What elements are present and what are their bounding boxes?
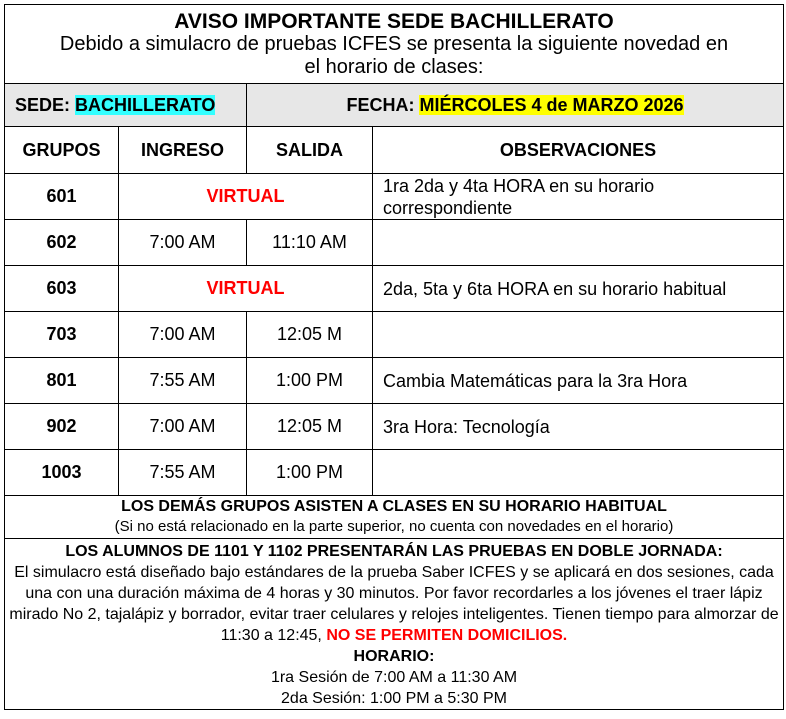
sede-value: BACHILLERATO <box>75 94 216 115</box>
horario-label: HORARIO: <box>353 648 435 665</box>
fecha-value: MIÉRCOLES 4 de MARZO 2026 <box>419 94 684 115</box>
students-body-text: El simulacro está diseñado bajo estándares de la prueba Saber ICFES y se aplicará en dos sesiones, cada una con una duración máxima de 4 horas y 30 minutos. Por favor recordarles a los jóvenes el traer lápiz mirado No 2, tajalápiz y borrador, evitar traer celulares y relojes inteligentes. Tienen tiempo para almorzar de 11:30 a 12:45, <box>9 564 779 644</box>
observacion-cell: Cambia Matemáticas para la 3ra Hora <box>373 358 784 404</box>
session-1: 1ra Sesión de 7:00 AM a 11:30 AM <box>270 669 518 686</box>
grupo-cell: 703 <box>5 312 119 358</box>
header-salida: SALIDA <box>247 127 373 174</box>
ingreso-cell: 7:00 AM <box>119 220 247 266</box>
grupo-cell: 801 <box>5 358 119 404</box>
header-observaciones: OBSERVACIONES <box>373 127 784 174</box>
students-note <box>5 539 784 710</box>
observacion-cell <box>373 220 784 266</box>
observacion-cell <box>373 450 784 496</box>
sede-label: SEDE: <box>15 94 71 115</box>
table-row <box>5 220 784 266</box>
ingreso-cell: 7:00 AM <box>119 404 247 450</box>
table-row <box>5 266 784 312</box>
ingreso-cell: 7:55 AM <box>119 358 247 404</box>
table-header-row <box>5 127 784 174</box>
observacion-cell: 3ra Hora: Tecnología <box>373 404 784 450</box>
meta-row <box>5 84 784 127</box>
grupo-cell: 1003 <box>5 450 119 496</box>
schedule-notice-table <box>4 4 784 710</box>
grupo-cell: 601 <box>5 174 119 220</box>
notice-title <box>5 5 784 84</box>
sede-cell <box>5 84 247 127</box>
ingreso-cell: 7:55 AM <box>119 450 247 496</box>
observacion-cell: 1ra 2da y 4ta HORA en su horario correspondiente <box>373 174 784 220</box>
virtual-cell: VIRTUAL <box>119 266 373 312</box>
virtual-cell: VIRTUAL <box>119 174 373 220</box>
other-groups-subtext: (Si no está relacionado en la parte superior, no cuenta con novedades en el horario) <box>114 518 674 535</box>
table-row <box>5 404 784 450</box>
notice-heading: AVISO IMPORTANTE SEDE BACHILLERATO <box>174 9 614 33</box>
table-row <box>5 312 784 358</box>
table-row <box>5 450 784 496</box>
ingreso-cell: 7:00 AM <box>119 312 247 358</box>
salida-cell: 12:05 M <box>247 404 373 450</box>
students-heading: LOS ALUMNOS DE 1101 Y 1102 PRESENTARÁN LAS PRUEBAS EN DOBLE JORNADA: <box>65 543 723 560</box>
salida-cell: 12:05 M <box>247 312 373 358</box>
grupo-cell: 902 <box>5 404 119 450</box>
salida-cell: 1:00 PM <box>247 358 373 404</box>
header-ingreso: INGRESO <box>119 127 247 174</box>
grupo-cell: 602 <box>5 220 119 266</box>
observacion-cell: 2da, 5ta y 6ta HORA en su horario habitual <box>373 266 784 312</box>
observacion-cell <box>373 312 784 358</box>
table-row <box>5 358 784 404</box>
notice-subtitle-line1: Debido a simulacro de pruebas ICFES se presenta la siguiente novedad en <box>59 32 729 55</box>
grupo-cell: 603 <box>5 266 119 312</box>
salida-cell: 1:00 PM <box>247 450 373 496</box>
fecha-label: FECHA: <box>346 94 415 115</box>
other-groups-note <box>5 496 784 539</box>
fecha-cell <box>247 84 784 127</box>
header-grupos: GRUPOS <box>5 127 119 174</box>
other-groups-heading: LOS DEMÁS GRUPOS ASISTEN A CLASES EN SU HORARIO HABITUAL <box>121 498 667 515</box>
students-body <box>9 562 779 646</box>
session-2: 2da Sesión: 1:00 PM a 5:30 PM <box>281 690 507 707</box>
table-row <box>5 174 784 220</box>
notice-subtitle-line2: el horario de clases: <box>304 55 484 78</box>
salida-cell: 11:10 AM <box>247 220 373 266</box>
no-delivery-warning: NO SE PERMITEN DOMICILIOS. <box>326 627 568 644</box>
